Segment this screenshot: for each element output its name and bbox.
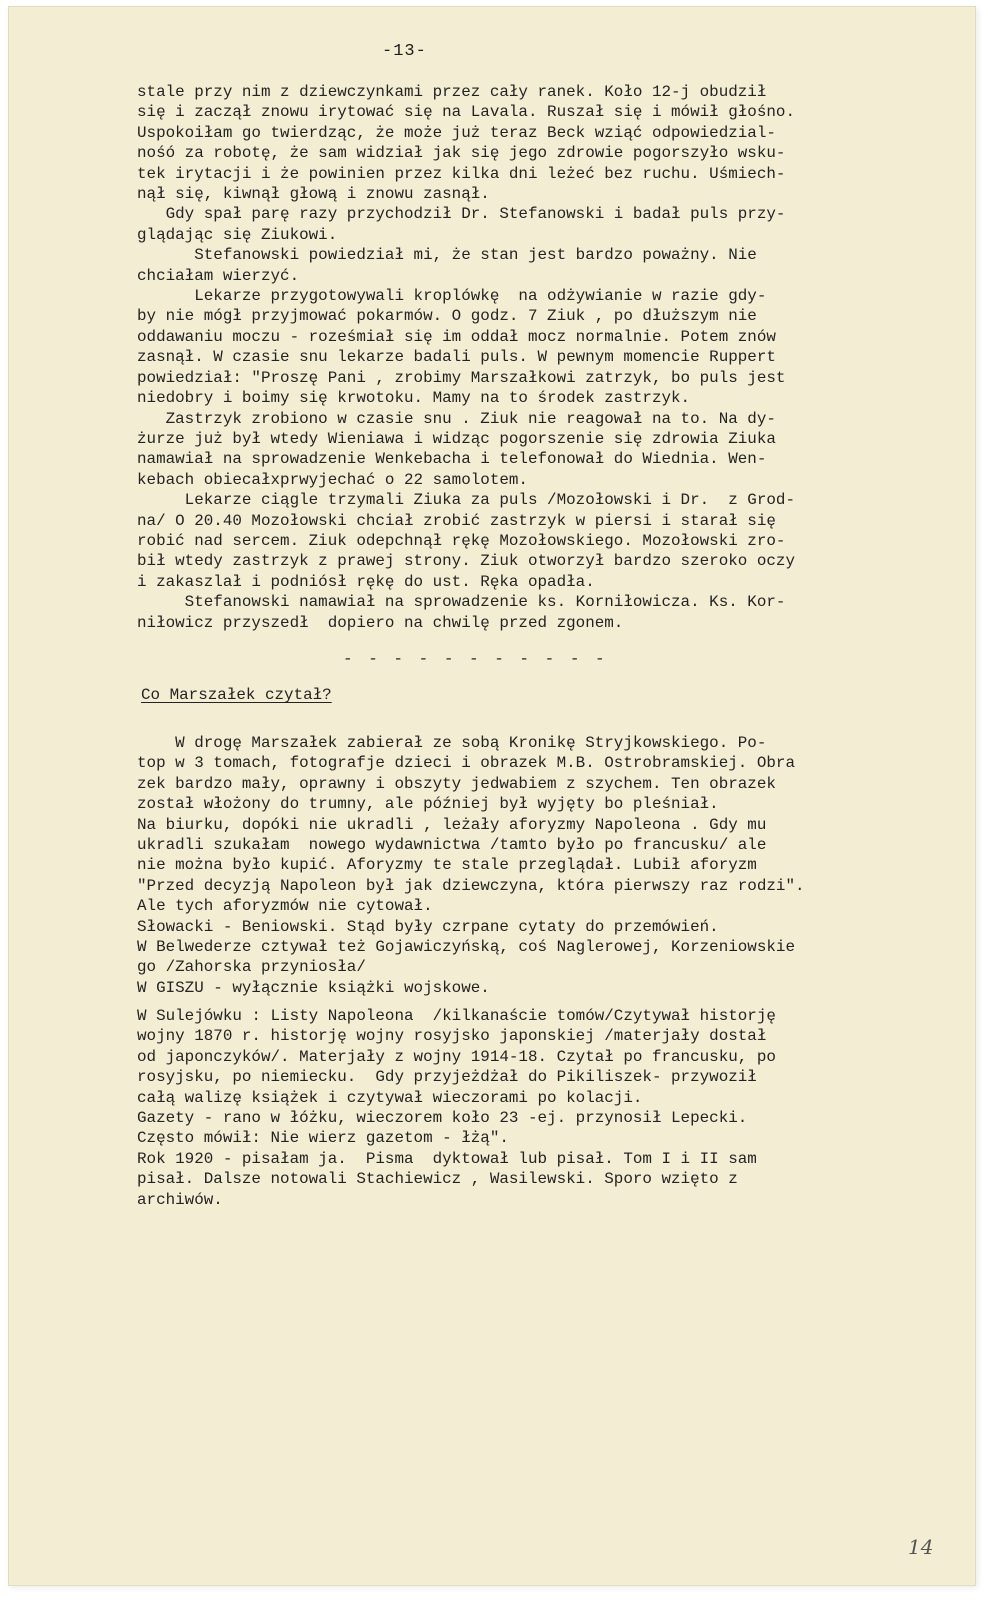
typed-paragraphs-events: stale przy nim z dziewczynkami przez cały ranek. Koło 12-j obudził się i zaczął znowu irytować się na Lavala. Ruszał się i mówił głośno. Uspokoiłam go twierdząc, że może już teraz Beck wziąć odpowiedzial- nośó za robotę, że sam widział jak się jego zdrowie pogorszyło wsku- tek irytacji i że powinien przez kilka dni leżeć bez ruchu. Uśmiech- nął się, kiwnął głową i znowu zasnął. Gdy spał parę razy przychodził Dr. Stefanowski i badał puls przy- glądając się Ziukowi. Stefanowski powiedział mi, że stan jest bardzo poważny. Nie chciałam wierzyć. Lekarze przygotowywali kroplówkę na odżywianie w razie gdy- by nie mógł przyjmować pokarmów. O godz. 7 Ziuk , po dłuższym nie oddawaniu moczu - roześmiał się im oddał mocz normalnie. Potem znów zasnął. W czasie snu lekarze badali puls. W pewnym momencie Ruppert powiedział: "Proszę Pani , zrobimy Marszałkowi zatrzyk, bo puls jest niedobry i boimy się krwotoku. Mamy na to środek zastrzyk. Zastrzyk zrobiono w czasie snu . Ziuk nie reagował na to. Na dy- żurze już był wtedy Wieniawa i widząc pogorszenie się zdrowia Ziuka namawiał na sprowadzenie Wenkebacha i telefonował do Wiednia. Wen- kebach obiecałxprwyjechać o 22 samolotem. Lekarze ciągle trzymali Ziuka za puls /Mozołowski i Dr. z Grod- na/ O 20.40 Mozołowski chciał zrobić zastrzyk w piersi i starał się robić nad sercem. Ziuk odepchnął rękę Mozołowskiego. Mozołowski zro- bił wtedy zastrzyk z prawej strony. Ziuk otworzył bardzo szeroko oczy i zakaszlał i podniósł rękę do ust. Ręka opadła. Stefanowski namawiał na sprowadzenie ks. Korniłowicza. Ks. Kor- niłowicz przyszedł dopiero na chwilę przed zgonem.: [137, 83, 795, 632]
typed-paragraphs-reading: W drogę Marszałek zabierał ze sobą Kronikę Stryjkowskiego. Po- top w 3 tomach, fotografje dzieci i obrazek M.B. Ostrobramskiej. Obra zek bardzo mały, oprawny i obszyty jedwabiem z szychem. Ten obrazek został włożony do trumny, ale później był wyjęty bo pleśniał. Na biurku, dopóki nie ukradli , leżały aforyzmy Napoleona . Gdy mu ukradli szukałam nowego wydawnictwa /tamto było po francusku/ ale nie można było kupić. Aforyzmy te stale przeglądał. Lubił aforyzm "Przed decyzją Napoleon był jak dziewczyna, która pierwszy raz rodzi". Ale tych aforyzmów nie cytował. Słowacki - Beniowski. Stąd były czrpane cytaty do przemówień. W Belwederze cztywał też Gojawiczyńską, coś Naglerowej, Korzeniowskie go /Zahorska przyniosła/ W GISZU - wyłącznie książki wojskowe.: [137, 734, 805, 997]
typed-paragraphs-sulejowek: W Sulejówku : Listy Napoleona /kilkanaście tomów/Czytywał historję wojny 1870 r. historję wojny rosyjsko japonskiej /materjały dostał od japonczyków/. Materjały z wojny 1914-18. Czytał po francusku, po rosyjsku, po niemiecku. Gdy przyjeżdżał do Pikiliszek- przywoził całą walizę książek i czytywał wieczorami po kolacji. Gazety - rano w łóżku, wieczorem koło 23 -ej. przynosił Lepecki. Często mówił: Nie wierz gazetom - łżą". Rok 1920 - pisałam ja. Pisma dyktował lub pisał. Tom I i II sam pisał. Dalsze notowali Stachiewicz , Wasilewski. Sporo wzięto z archiwów.: [137, 1007, 776, 1209]
section-separator: - - - - - - - - - - -: [343, 650, 608, 668]
page-number: -13-: [382, 42, 427, 61]
handwritten-folio-number: 14: [908, 1535, 934, 1559]
section-heading: Co Marszałek czytał?: [141, 686, 332, 704]
